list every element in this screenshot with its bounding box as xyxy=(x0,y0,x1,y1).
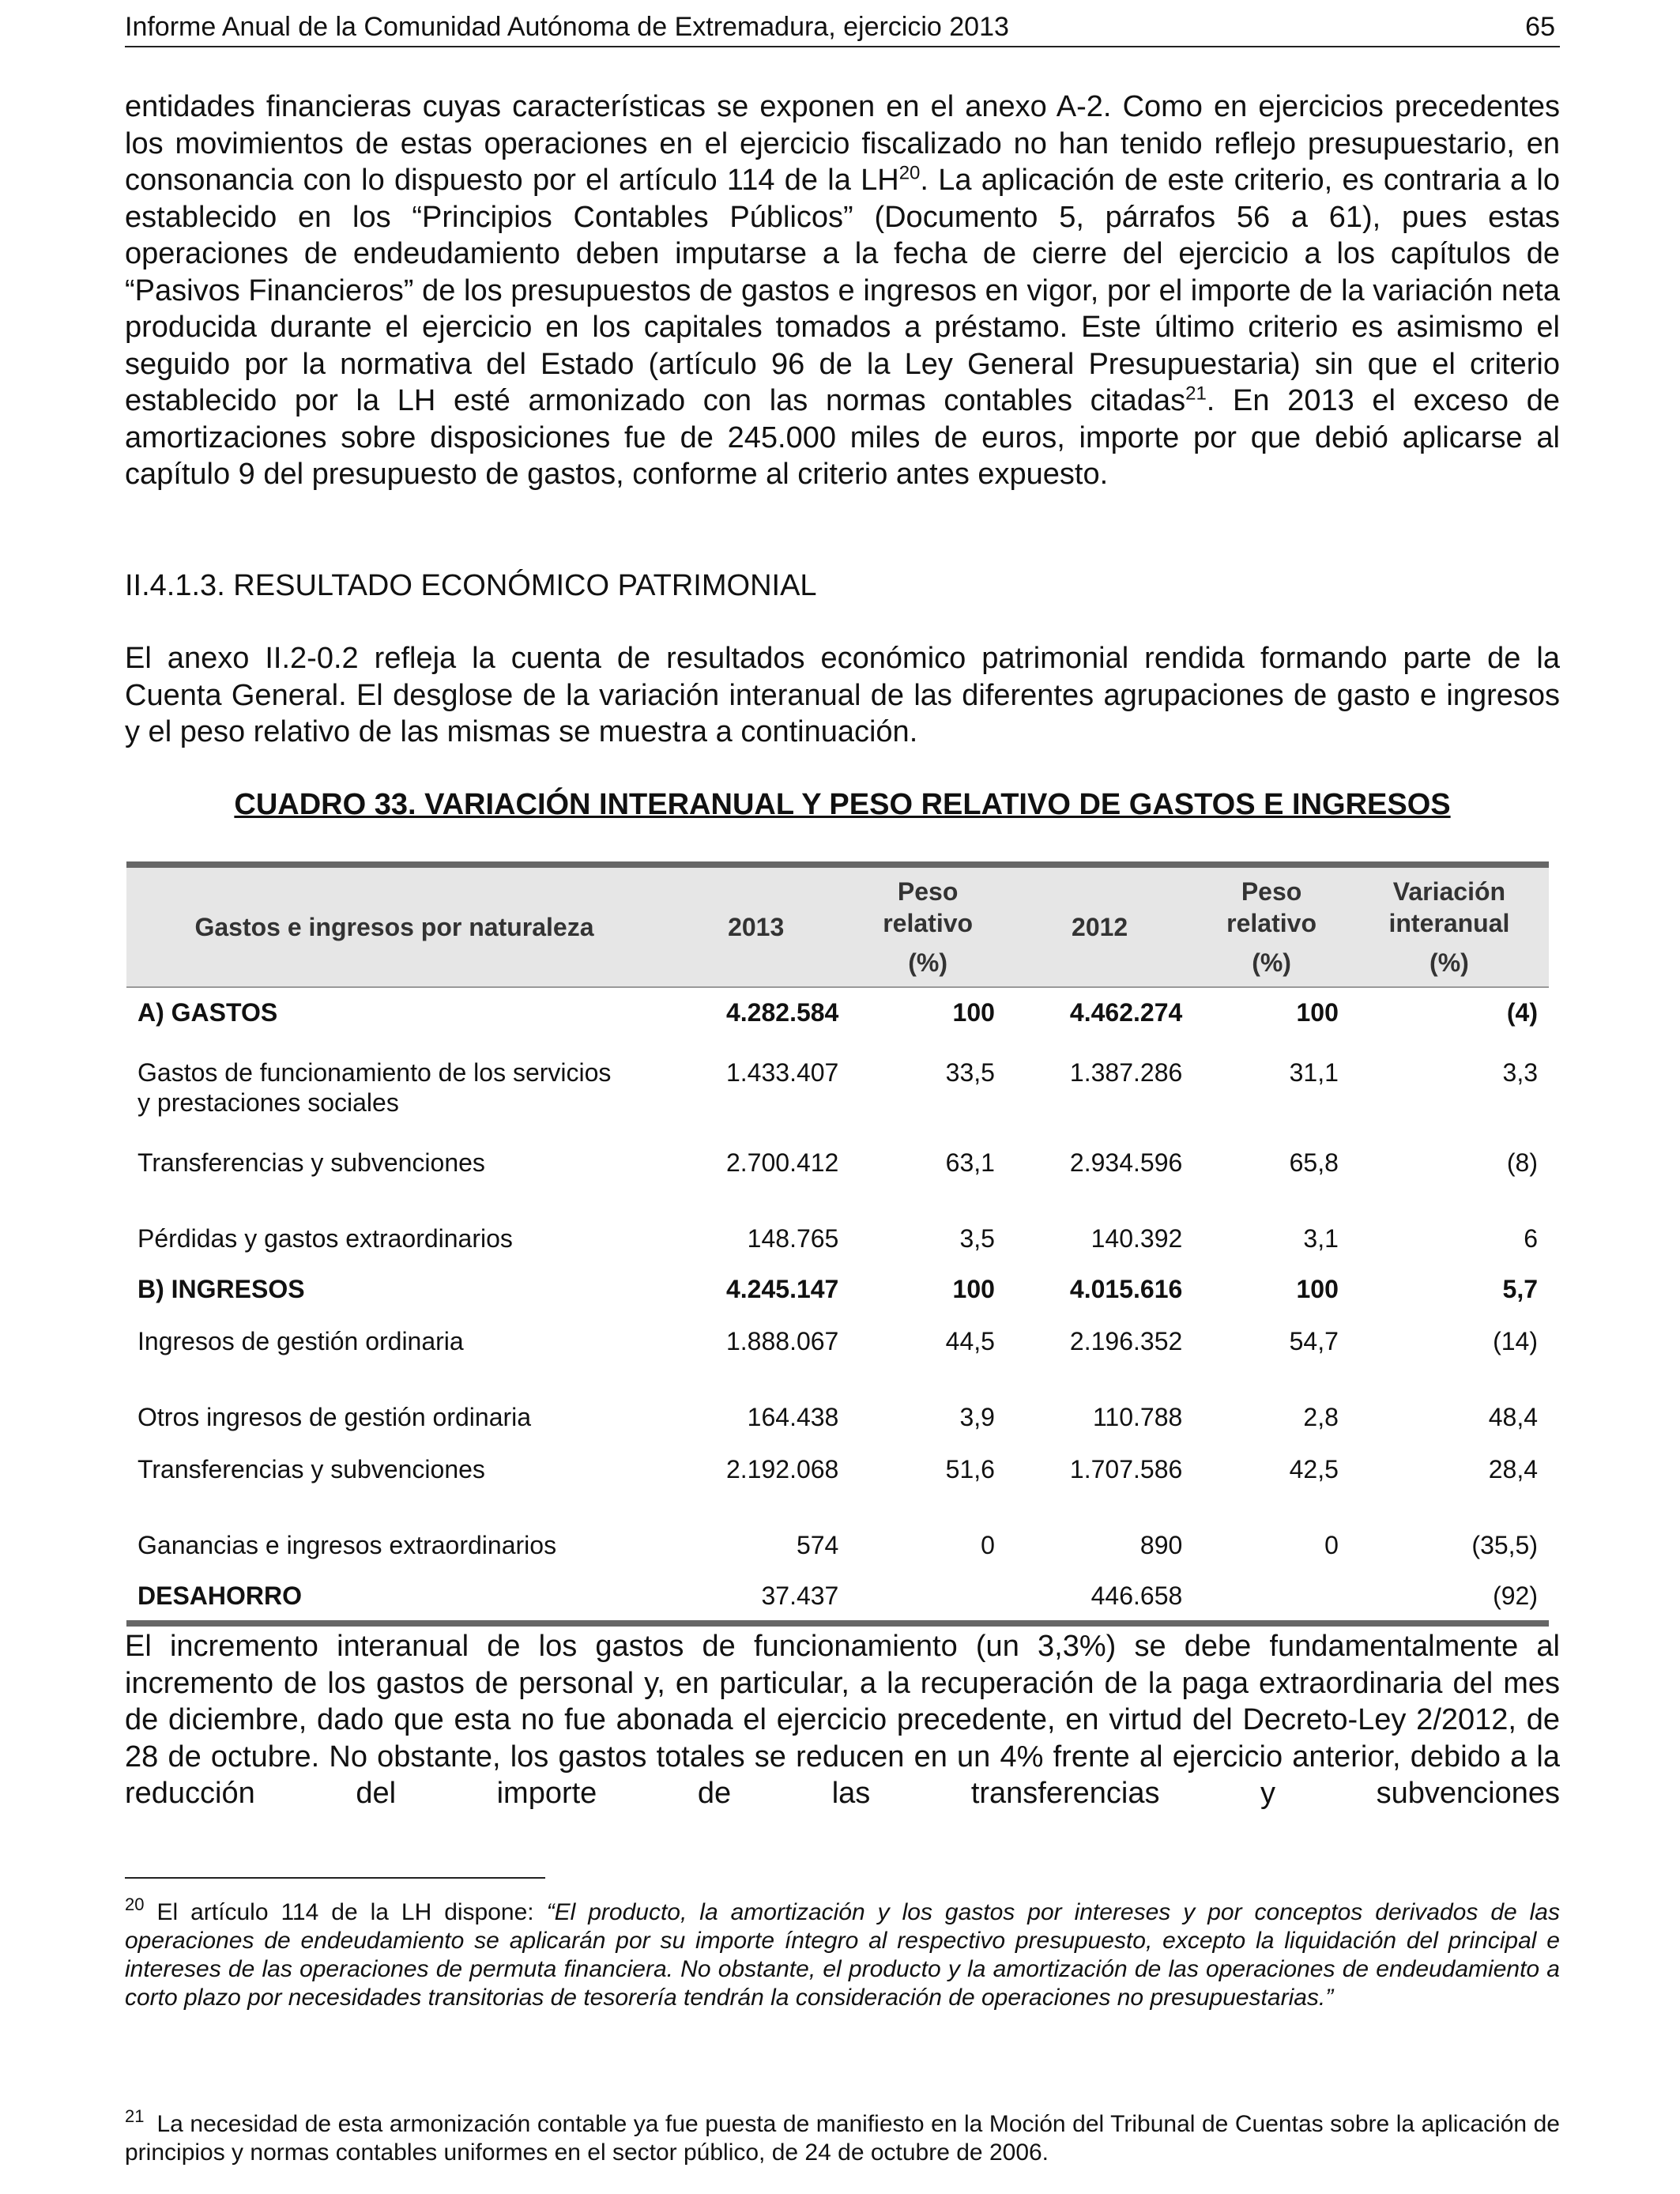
col-header-2012: 2012 xyxy=(1006,865,1193,987)
col-header-peso-2013: Peso relativo (%) xyxy=(849,865,1006,987)
footnote-21: $^{21}$ La necesidad de esta armonización contable ya fue puesta de manifiesto en la Moción del Tribunal de Cuentas sobre la aplicación de principios y normas contables uniformes en el sector público, de 24 de octubre de 2006. xyxy=(125,2106,1560,2166)
footnote-separator xyxy=(125,1877,545,1879)
table-row-total: DESAHORRO 37.437 446.658 (92) xyxy=(126,1578,1549,1623)
intro-text-3: . En 2013 el exceso de amortizaciones sobre disposiciones fue de 245.000 miles de euros, importe por que debió aplicarse al capítulo 9 del presupuesto de gastos, conforme al criterio antes expuesto. xyxy=(125,384,1560,491)
footnote-number: 20 xyxy=(125,1894,145,1914)
footnote-number: 21 xyxy=(125,2106,145,2126)
table-row: B) INGRESOS 4.245.147 100 4.015.616 100 5,7 xyxy=(137,1275,1538,1303)
footnote-ref-20[interactable]: 20 xyxy=(898,162,921,184)
section-heading: II.4.1.3. RESULTADO ECONÓMICO PATRIMONIAL xyxy=(125,569,817,602)
intro-paragraph xyxy=(125,89,1560,493)
table-header-row xyxy=(126,865,1549,987)
intro-text-1: entidades financieras cuyas características se exponen en el anexo A-2. Como en ejercicios precedentes los movimientos de estas operaciones en el ejercicio fiscalizado no han tenido reflejo presupuestario, en consonancia con lo dispuesto por el artículo 114 de la LH xyxy=(125,90,1560,197)
table-row: Gastos de funcionamiento de los servicios y prestaciones sociales 1.433.407 33,5 1.387.286 31,1 3,3 xyxy=(137,1058,1538,1117)
results-table xyxy=(126,861,1549,1627)
footnote-20: $^{20}$ El artículo 114 de la LH dispone: “El producto, la amortización y los gastos por intereses y por conceptos derivados de las operaciones de endeudamiento se aplicarán por su importe íntegro al respectivo presupuesto, excepto la liquidación del principal e intereses de las operaciones de permuta financiera. No obstante, el producto y la amortización de las operaciones de endeudamiento a corto plazo por necesidades transitorias de tesorería tendrán la consideración de operaciones no presupuestarias.” xyxy=(125,1894,1560,2011)
col-header-peso-2012: Peso relativo (%) xyxy=(1193,865,1350,987)
table-caption: CUADRO 33. VARIACIÓN INTERANUAL Y PESO RELATIVO DE GASTOS E INGRESOS xyxy=(234,788,1451,821)
intro-text-2: . La aplicación de este criterio, es contraria a lo establecido en los “Principios Contables Públicos” (Documento 5, párrafos 56 a 61), pues estas operaciones de endeudamiento deben imputarse a la fecha de cierre del ejercicio a los capítulos de “Pasivos Financieros” de los presupuestos de gastos e ingresos en vigor, por el importe de la variación neta producida durante el ejercicio en los capitales tomados a préstamo. Este último criterio es asimismo el seguido por la normativa del Estado (artículo 96 de la Ley General Presupuestaria) sin que el criterio establecido por la LH esté armonizado con las normas contables citadas xyxy=(125,164,1560,417)
footnote-quote: “El producto, la amortización y los gastos por intereses y por conceptos derivados de las operaciones de endeudamiento se aplicarán por su importe íntegro al respectivo presupuesto, excepto la liquidación del principal e intereses de las operaciones de permuta financiera. No obstante, el producto y la amortización de las operaciones de endeudamiento a corto plazo por necesidades transitorias de tesorería tendrán la consideración de operaciones no presupuestarias.” xyxy=(125,1899,1560,2011)
col-header-2013: 2013 xyxy=(662,865,849,987)
footnote-ref-21[interactable]: 21 xyxy=(1185,383,1207,405)
table-row: Transferencias y subvenciones 2.700.412 63,1 2.934.596 65,8 (8) xyxy=(137,1148,1538,1177)
col-header-naturaleza: Gastos e ingresos por naturaleza xyxy=(126,865,662,987)
table-row: Transferencias y subvenciones 2.192.068 51,6 1.707.586 42,5 28,4 xyxy=(137,1455,1538,1483)
table-row: Ganancias e ingresos extraordinarios 574 0 890 0 (35,5) xyxy=(137,1531,1538,1559)
closing-paragraph: El incremento interanual de los gastos de funcionamiento (un 3,3%) se debe fundamentalmente al incremento de los gastos de personal y, en particular, a la recuperación de la paga extraordinaria del mes de diciembre, dado que esta no fue abonada el ejercicio precedente, en virtud del Decreto-Ley 2/2012, de 28 de octubre. No obstante, los gastos totales se reducen en un 4% frente al ejercicio anterior, debido a la reducción del importe de las transferencias y subvenciones xyxy=(125,1630,1560,1810)
report-title: Informe Anual de la Comunidad Autónoma de Extremadura, ejercicio 2013 xyxy=(125,12,1009,42)
table-row: Pérdidas y gastos extraordinarios 148.765 3,5 140.392 3,1 6 xyxy=(137,1224,1538,1253)
table-row: Ingresos de gestión ordinaria 1.888.067 44,5 2.196.352 54,7 (14) xyxy=(137,1327,1538,1355)
table-row: Otros ingresos de gestión ordinaria 164.438 3,9 110.788 2,8 48,4 xyxy=(137,1403,1538,1431)
page-number: 65 xyxy=(1525,12,1555,42)
table-row: A) GASTOS 4.282.584 100 4.462.274 100 (4) xyxy=(137,998,1538,1027)
section-paragraph: El anexo II.2-0.2 refleja la cuenta de resultados económico patrimonial rendida formando parte de la Cuenta General. El desglose de la variación interanual de las diferentes agrupaciones de gasto e ingresos y el peso relativo de las mismas se muestra a continuación. xyxy=(125,642,1560,748)
page-header xyxy=(125,9,1560,47)
col-header-variacion: Variación interanual (%) xyxy=(1350,865,1549,987)
